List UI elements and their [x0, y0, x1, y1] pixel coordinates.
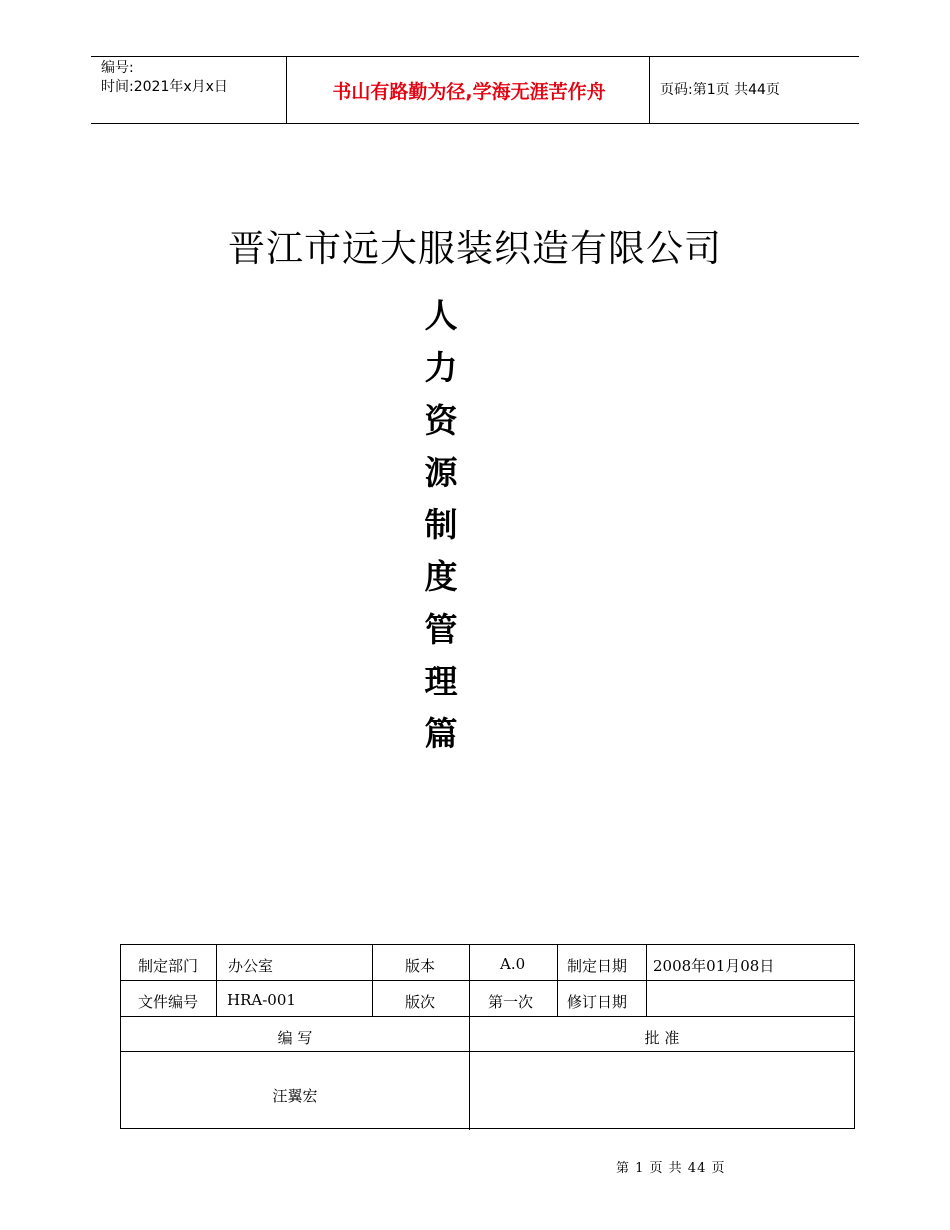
header-motto: 书山有路勤为径,学海无涯苦作舟	[332, 81, 606, 103]
vertical-document-title	[416, 290, 466, 761]
doc-number-label: 编号:	[101, 60, 134, 76]
table-col-divider	[557, 945, 558, 1016]
table-row-divider	[121, 1016, 854, 1017]
header-divider	[649, 57, 650, 123]
table-col-divider	[646, 945, 647, 1016]
edition-label: 版次	[405, 993, 436, 1011]
title-char: 篇	[424, 714, 458, 754]
version-value: A.0	[500, 955, 526, 973]
title-char: 人	[424, 296, 458, 335]
title-char: 制	[424, 505, 458, 545]
header-page-info: 页码:第1页 共44页	[660, 82, 780, 98]
title-char: 管	[424, 609, 458, 649]
revision-date-label: 修订日期	[567, 993, 628, 1011]
file-number-label: 文件编号	[138, 993, 199, 1011]
author-value: 汪翼宏	[272, 1087, 318, 1105]
table-col-divider	[216, 945, 217, 1016]
version-label: 版本	[405, 957, 436, 975]
edition-value: 第一次	[488, 993, 534, 1011]
date-label: 制定日期	[567, 957, 628, 975]
document-info-table	[120, 944, 855, 1129]
title-char: 力	[424, 348, 458, 388]
approve-header: 批 准	[644, 1029, 680, 1047]
table-col-divider	[372, 945, 373, 1016]
title-char: 源	[424, 452, 458, 492]
time-label: 时间:2021年x月x日	[101, 79, 228, 95]
table-row-divider	[121, 1051, 854, 1052]
date-value: 2008年01月08日	[653, 957, 775, 975]
title-char: 度	[424, 557, 458, 597]
dept-value: 办公室	[228, 957, 274, 975]
dept-label: 制定部门	[138, 957, 199, 975]
table-row-divider	[121, 980, 854, 981]
author-header: 编 写	[277, 1029, 313, 1047]
header-divider	[286, 57, 287, 123]
title-char: 理	[424, 662, 458, 702]
company-name: 晋江市远大服装织造有限公司	[228, 227, 722, 270]
page-footer: 第 1 页 共 44 页	[616, 1161, 726, 1176]
page-header	[91, 56, 859, 124]
header-left-block	[101, 59, 228, 97]
file-number-value: HRA-001	[227, 991, 296, 1009]
title-char: 资	[424, 400, 458, 440]
